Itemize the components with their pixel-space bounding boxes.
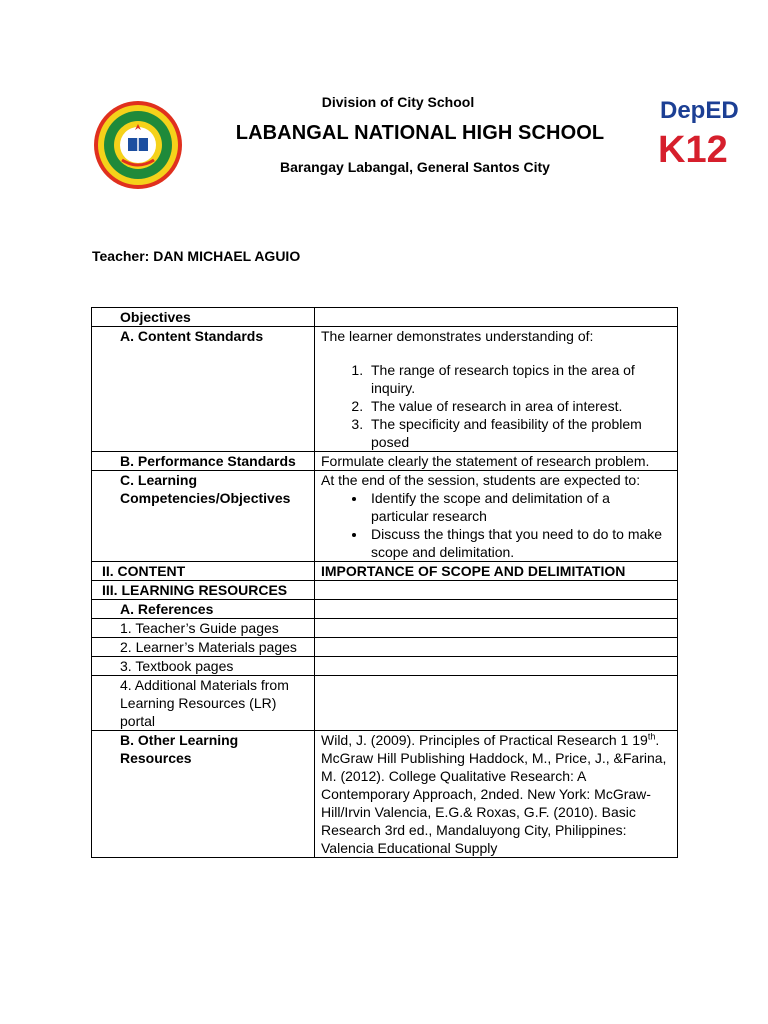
learning-resources-label: III. LEARNING RESOURCES bbox=[92, 581, 315, 600]
teacher-name: Teacher: DAN MICHAEL AGUIO bbox=[92, 248, 301, 264]
list-item: • Discuss the things that you need to do to make scope and delimitation. bbox=[367, 525, 671, 561]
table-row bbox=[92, 452, 678, 471]
table-row bbox=[92, 327, 678, 452]
list-item: 1. The range of research topics in the area of inquiry. bbox=[367, 361, 671, 397]
table-row bbox=[92, 657, 678, 676]
competencies-intro: At the end of the session, students are expected to: bbox=[321, 472, 641, 488]
teachers-guide-label: 1. Teacher’s Guide pages bbox=[120, 620, 279, 636]
school-name: LABANGAL NATIONAL HIGH SCHOOL bbox=[235, 122, 605, 144]
objectives-label: Objectives bbox=[120, 309, 191, 325]
content-standards-list bbox=[321, 361, 671, 451]
performance-standards-label: B. Performance Standards bbox=[120, 453, 296, 469]
table-row bbox=[92, 308, 678, 327]
table-row bbox=[92, 638, 678, 657]
table-row bbox=[92, 562, 678, 581]
content-label: II. CONTENT bbox=[92, 562, 315, 581]
textbook-pages-label: 3. Textbook pages bbox=[120, 658, 234, 674]
references-label: A. References bbox=[120, 601, 214, 617]
competencies-label: C. Learning Competencies/Objectives bbox=[120, 472, 291, 506]
school-seal-logo bbox=[92, 100, 184, 190]
table-row bbox=[92, 471, 678, 562]
performance-standards-text: Formulate clearly the statement of research problem. bbox=[315, 452, 678, 471]
learners-materials-label: 2. Learner’s Materials pages bbox=[120, 639, 297, 655]
table-row bbox=[92, 731, 678, 858]
other-resources-text: Wild, J. (2009). Principles of Practical Research 1 19th. McGraw Hill Publishing Haddock, M., Price, J., &Farina, M. (2012). College Qualitative Research: A Contemporary Approach, 2nded. New York: McGraw-Hill/Irvin Valencia, E.G.& Roxas, G.F. (2010). Basic Research 3rd ed., Mandaluyong City, Philippines: Valencia Educational Supply bbox=[315, 731, 678, 858]
lesson-plan-table bbox=[91, 307, 678, 858]
list-item: 2. The value of research in area of interest. bbox=[367, 397, 671, 415]
svg-text:DepED: DepED bbox=[660, 97, 739, 124]
table-row bbox=[92, 581, 678, 600]
list-item: 3. The specificity and feasibility of the problem posed bbox=[367, 415, 671, 451]
additional-materials-label: 4. Additional Materials from Learning Resources (LR) portal bbox=[120, 677, 289, 729]
school-address: Barangay Labangal, General Santos City bbox=[280, 159, 550, 175]
table-row bbox=[92, 619, 678, 638]
svg-text:K12: K12 bbox=[658, 129, 728, 171]
division-title: Division of City School bbox=[321, 94, 475, 110]
table-row bbox=[92, 676, 678, 731]
other-resources-label: B. Other Learning Resources bbox=[120, 732, 239, 766]
content-value: IMPORTANCE OF SCOPE AND DELIMITATION bbox=[315, 562, 678, 581]
table-row bbox=[92, 600, 678, 619]
list-item: • Identify the scope and delimitation of a particular research bbox=[367, 489, 671, 525]
content-standards-label: A. Content Standards bbox=[120, 328, 264, 344]
competencies-list bbox=[321, 489, 671, 561]
content-standards-intro: The learner demonstrates understanding of: bbox=[321, 328, 594, 344]
